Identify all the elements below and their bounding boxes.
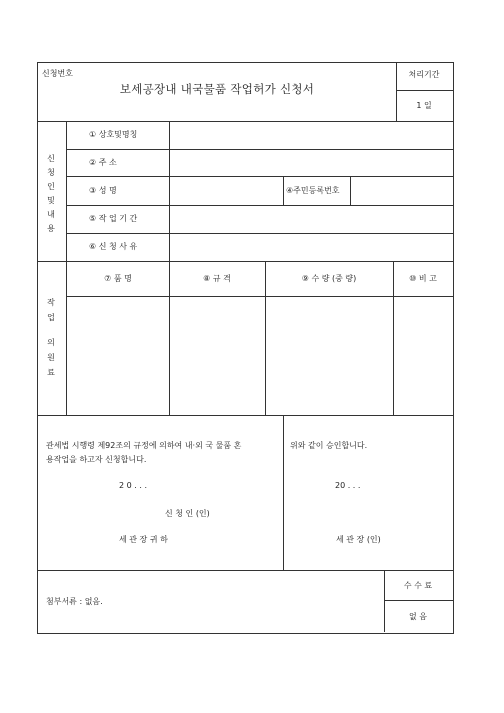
- materials-side-label: 원: [47, 353, 55, 362]
- grid-line: [283, 415, 284, 570]
- column-header-specification: ⑧ 규 격: [203, 274, 231, 283]
- form-frame: [37, 62, 454, 634]
- approval-signer: 세 관 장 (인): [336, 535, 381, 544]
- grid-line: [66, 233, 453, 234]
- grid-line: [169, 121, 170, 261]
- addressee: 세 관 장 귀 하: [119, 535, 168, 544]
- applicant-side-label: 인: [47, 182, 55, 191]
- column-header-quantity: ⑨ 수 량 (중 량): [301, 274, 357, 283]
- declaration-text: 관세법 시행령 제92조의 규정에 의하여 내·외 국 물품 혼: [46, 441, 242, 450]
- approval-date: 20 . . .: [335, 481, 361, 490]
- section-divider: [37, 121, 453, 122]
- materials-side-label: 업: [47, 313, 55, 322]
- grid-line: [265, 261, 266, 415]
- processing-period-label: 처리기간: [408, 70, 440, 79]
- grid-line: [350, 176, 351, 205]
- section-divider: [37, 570, 453, 571]
- header-divider: [396, 90, 453, 91]
- column-header-item-name: ⑦ 품 명: [104, 274, 132, 283]
- page-title: 보세공장내 내국물품 작업허가 신청서: [119, 82, 315, 96]
- grid-line: [384, 570, 385, 632]
- applicant-signature: 신 청 인 (인): [165, 509, 210, 518]
- grid-line: [283, 176, 284, 205]
- grid-line: [66, 205, 453, 206]
- header-divider: [396, 62, 397, 121]
- applicant-side-label: 용: [47, 224, 55, 233]
- grid-line: [66, 149, 453, 150]
- section-divider: [37, 415, 453, 416]
- applicant-side-label: 내: [47, 210, 55, 219]
- attachments: 첨부서류 : 없음.: [46, 597, 103, 606]
- grid-line: [384, 600, 453, 601]
- grid-line: [66, 176, 453, 177]
- field-label-reason: ⑥ 신 청 사 유: [89, 242, 138, 251]
- grid-line: [393, 261, 394, 415]
- field-label-name: ③ 성 명: [89, 186, 117, 195]
- field-label-business-name: ① 상호및명칭: [89, 130, 138, 139]
- applicant-side-label: 신: [47, 154, 55, 163]
- fee-label: 수 수 료: [403, 581, 433, 590]
- materials-side-label: 료: [47, 368, 55, 377]
- field-label-resident-number: ④주민등록번호: [286, 186, 340, 195]
- section-divider: [37, 261, 453, 262]
- materials-side-label: 작: [47, 298, 55, 307]
- declaration-text: 용작업을 하고자 신청합니다.: [46, 455, 147, 464]
- applicant-side-label: 및: [47, 196, 55, 205]
- declaration-date: 2 0 . . .: [119, 481, 147, 490]
- application-number-label: 신청번호: [42, 69, 73, 78]
- processing-period-value: 1 일: [416, 101, 432, 110]
- applicant-side-label: 청: [47, 168, 55, 177]
- grid-line: [66, 296, 453, 297]
- field-label-work-period: ⑤ 작 업 기 간: [89, 214, 138, 223]
- approval-text: 위와 같이 승인합니다.: [290, 441, 368, 450]
- section-divider: [66, 121, 67, 415]
- field-label-address: ② 주 소: [89, 158, 117, 167]
- fee-value: 없 음: [409, 612, 427, 621]
- materials-side-label: 의: [47, 338, 55, 347]
- grid-line: [169, 261, 170, 415]
- column-header-remarks: ⑩ 비 고: [409, 274, 437, 283]
